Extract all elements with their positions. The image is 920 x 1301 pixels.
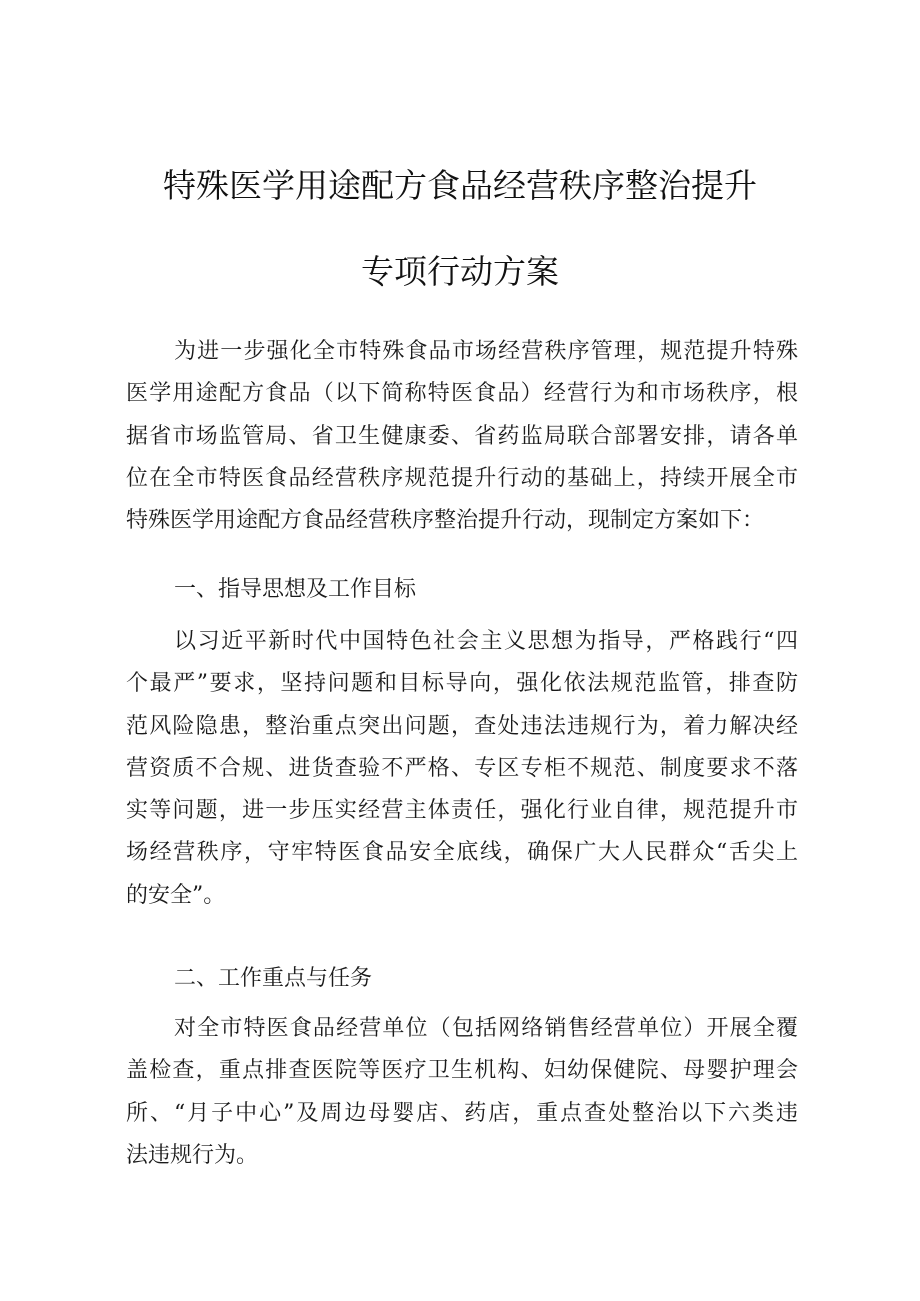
section-1-line: 以习近平新时代中国特色社会主义思想为指导，严格践行“四 [174,629,798,654]
section-1-heading: 一、指导思想及工作目标 [174,577,417,602]
section-2-line: 盖检查，重点排查医院等医疗卫生机构、妇幼保健院、母婴护理会 [126,1058,798,1084]
document-title-line-1: 特殊医学用途配方食品经营秩序整治提升 [163,166,757,205]
section-2-line: 所、“月子中心”及周边母婴店、药店，重点查处整治以下六类违 [126,1100,798,1126]
intro-line: 特殊医学用途配方食品经营秩序整治提升行动，现制定方案如下： [126,508,765,534]
section-2-line: 法违规行为。 [126,1142,259,1168]
section-1-line: 场经营秩序，守牢特医食品安全底线，确保广大人民群众“舌尖上 [126,840,798,866]
intro-line: 医学用途配方食品（以下简称特医食品）经营行为和市场秩序，根 [126,381,798,407]
section-1-paragraph [126,621,798,917]
document-title-line-2: 专项行动方案 [361,252,559,291]
section-1-line: 个最严”要求，坚持问题和目标导向，强化依法规范监管，排查防 [126,671,798,697]
intro-line: 为进一步强化全市特殊食品市场经营秩序管理，规范提升特殊 [174,339,798,364]
intro-paragraph [126,331,798,542]
section-2-line: 对全市特医食品经营单位（包括网络销售经营单位）开展全覆 [174,1016,798,1041]
section-2-paragraph [126,1008,798,1177]
intro-line: 位在全市特医食品经营秩序规范提升行动的基础上，持续开展全市 [126,465,798,491]
section-1-line: 范风险隐患，整治重点突出问题，查处违法违规行为，着力解决经 [126,713,798,739]
section-2-heading: 二、工作重点与任务 [174,966,373,991]
intro-line: 据省市场监管局、省卫生健康委、省药监局联合部署安排，请各单 [126,423,798,449]
section-1-line: 实等问题，进一步压实经营主体责任，强化行业自律，规范提升市 [126,798,798,824]
section-1-line: 的安全”。 [126,882,226,908]
section-1-line: 营资质不合规、进货查验不严格、专区专柜不规范、制度要求不落 [126,755,798,781]
